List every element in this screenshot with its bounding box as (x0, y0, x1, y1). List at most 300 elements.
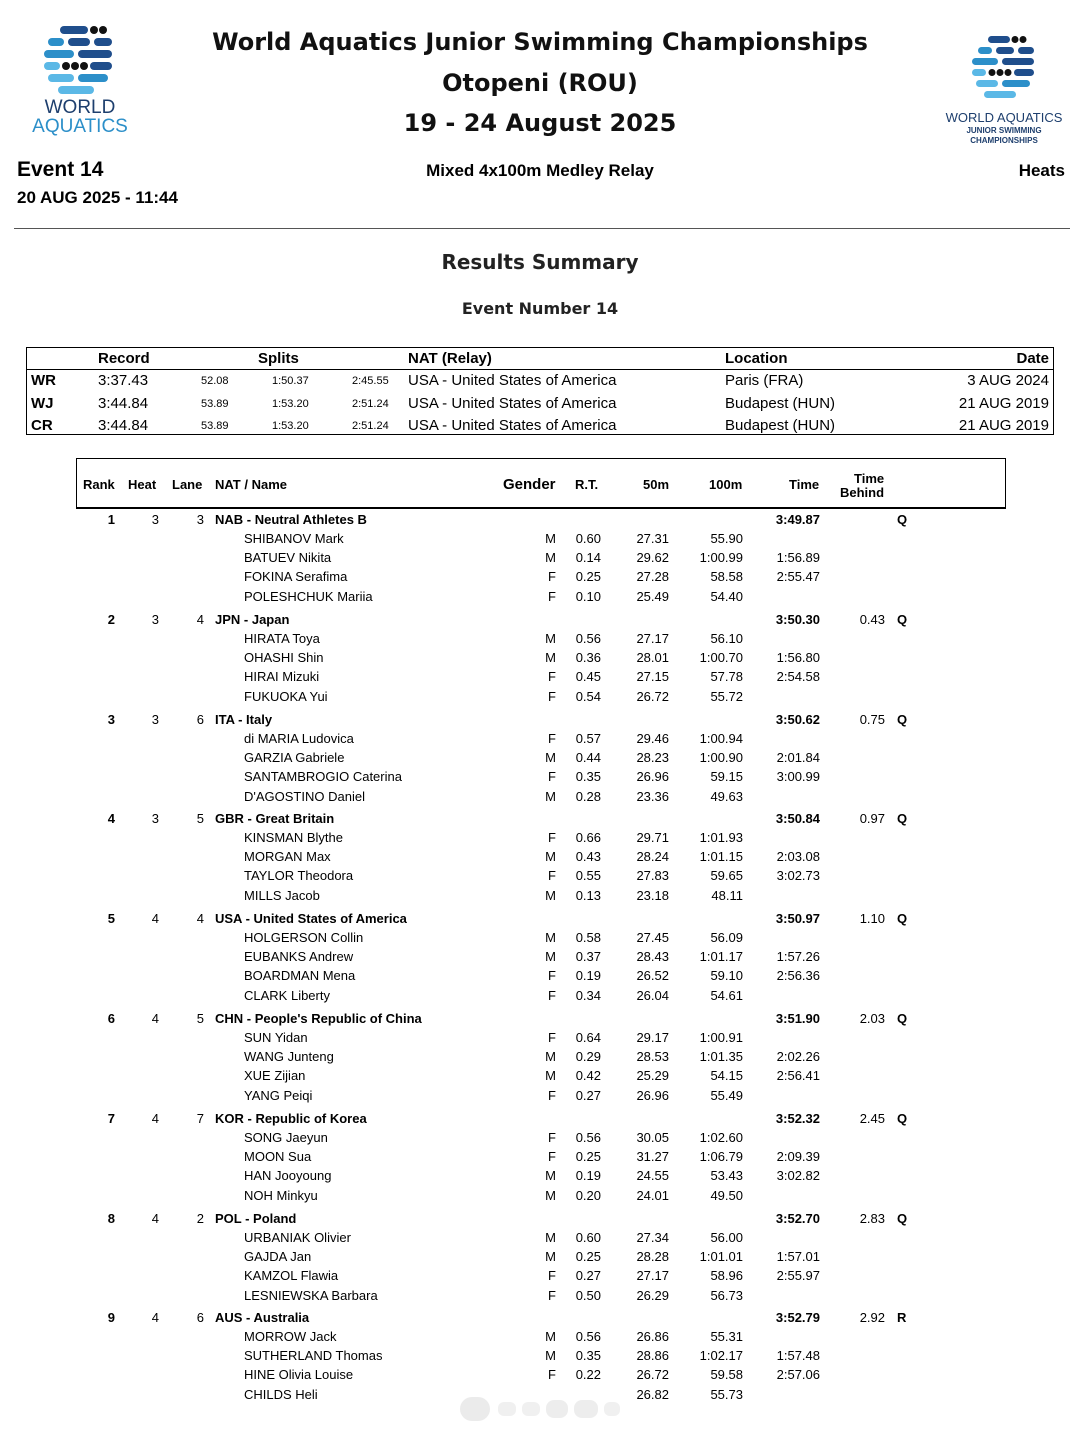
col-gender: Gender (503, 476, 556, 493)
swimmer-reaction-time: 0.25 (575, 1149, 601, 1164)
swimmer-name: XUE Zijian (244, 1068, 306, 1083)
swimmer-split-50m: 26.72 (636, 689, 669, 704)
swimmer-gender: M (545, 1168, 556, 1183)
swimmer-split-100m: 54.15 (710, 1068, 743, 1083)
swimmer-gender: M (545, 888, 556, 903)
record-location: Paris (FRA) (725, 372, 804, 389)
event-name: Mixed 4x100m Medley Relay (426, 161, 654, 180)
swimmer-split-50m: 25.49 (636, 589, 669, 604)
swimmer-split-100m: 57.78 (710, 669, 743, 684)
swimmer-gender: F (548, 968, 556, 983)
swimmer-reaction-time: 0.35 (575, 769, 601, 784)
swimmer-split-50m: 28.01 (636, 650, 669, 665)
team-name: CHN - People's Republic of China (215, 1011, 422, 1026)
record-date: 21 AUG 2019 (958, 417, 1049, 434)
swimmer-gender: M (545, 650, 556, 665)
record-split-2: 1:53.20 (272, 420, 309, 432)
swimmer-reaction-time: 0.13 (575, 888, 601, 903)
swimmer-split-100m: 1:00.70 (699, 650, 743, 665)
swimmer-name: SONG Jaeyun (244, 1130, 328, 1145)
team-heat: 3 (151, 512, 159, 527)
team-heat: 4 (151, 1111, 159, 1126)
logo-left-word2: AQUATICS (32, 116, 128, 137)
swimmer-gender: F (548, 569, 556, 584)
swimmer-reaction-time: 0.27 (575, 1268, 601, 1283)
swimmer-name: HINE Olivia Louise (244, 1367, 354, 1382)
swimmer-name: MOON Sua (244, 1149, 312, 1164)
swimmer-name: MORGAN Max (244, 849, 331, 864)
record-split-1: 53.89 (201, 420, 229, 432)
swimmer-name: HIRATA Toya (244, 631, 320, 646)
watermark-icon (458, 1394, 624, 1424)
swimmer-name: WANG Junteng (244, 1049, 334, 1064)
team-time-behind: 2.92 (859, 1310, 885, 1325)
record-split-3: 2:51.24 (352, 398, 389, 410)
team-heat: 3 (151, 712, 159, 727)
swimmer-split-50m: 27.17 (636, 631, 669, 646)
swimmer-reaction-time: 0.19 (575, 1168, 601, 1183)
swimmer-gender: M (545, 949, 556, 964)
swimmer-gender: F (548, 868, 556, 883)
swimmer-reaction-time: 0.57 (575, 731, 601, 746)
swimmer-name: CHILDS Heli (244, 1387, 318, 1402)
swimmer-gender: F (548, 669, 556, 684)
swimmer-cumulative-time: 2:03.08 (776, 849, 820, 864)
swimmer-split-100m: 58.58 (710, 569, 743, 584)
swimmer-split-50m: 28.28 (636, 1249, 669, 1264)
team-time-behind: 0.97 (859, 811, 885, 826)
swimmer-split-100m: 1:01.15 (699, 849, 743, 864)
swimmer-split-50m: 28.23 (636, 750, 669, 765)
team-qualification: Q (897, 1011, 908, 1026)
swimmer-reaction-time: 0.37 (575, 949, 601, 964)
swimmer-gender: F (548, 1367, 556, 1382)
swimmer-gender: M (545, 1068, 556, 1083)
swimmer-split-50m: 26.96 (636, 1088, 669, 1103)
logo-left-word: WORLD (44, 97, 116, 118)
record-split-2: 1:50.37 (272, 375, 309, 387)
swimmer-reaction-time: 0.60 (575, 1230, 601, 1245)
swimmer-split-50m: 27.34 (636, 1230, 669, 1245)
swimmer-split-50m: 24.01 (636, 1188, 669, 1203)
swimmer-reaction-time: 0.60 (575, 531, 601, 546)
col-time-behind-1: Time (854, 471, 885, 486)
swimmer-reaction-time: 0.14 (575, 550, 601, 565)
swimmer-split-50m: 29.62 (636, 550, 669, 565)
team-time-behind: 2.83 (859, 1211, 885, 1226)
swimmer-split-100m: 1:06.79 (699, 1149, 743, 1164)
swimmer-reaction-time: 0.42 (575, 1068, 601, 1083)
swimmer-split-50m: 27.17 (636, 1268, 669, 1283)
team-heat: 3 (151, 811, 159, 826)
record-code: WR (31, 372, 56, 389)
team-lane: 6 (196, 712, 204, 727)
team-qualification: Q (897, 1111, 908, 1126)
records-header-record: Record (98, 350, 150, 367)
swimmer-split-50m: 28.24 (636, 849, 669, 864)
logo-right-line3: CHAMPIONSHIPS (970, 136, 1038, 145)
col-rt: R.T. (575, 477, 599, 492)
swimmer-gender: F (548, 589, 556, 604)
swimmer-gender: M (545, 789, 556, 804)
team-time: 3:51.90 (775, 1011, 820, 1026)
swimmer-split-50m: 27.83 (636, 868, 669, 883)
swimmer-name: MORROW Jack (244, 1329, 337, 1344)
swimmer-name: BATUEV Nikita (244, 550, 332, 565)
swimmer-gender: M (545, 1348, 556, 1363)
swimmer-split-100m: 56.10 (710, 631, 743, 646)
col-rank: Rank (83, 477, 115, 492)
swimmer-split-50m: 26.82 (636, 1387, 669, 1402)
swimmer-split-100m: 49.63 (710, 789, 743, 804)
record-code: CR (31, 417, 53, 434)
swimmer-split-100m: 1:00.91 (699, 1030, 743, 1045)
swimmer-reaction-time: 0.20 (575, 1188, 601, 1203)
swimmer-reaction-time: 0.56 (575, 1329, 601, 1344)
swimmer-name: OHASHI Shin (244, 650, 324, 665)
swimmer-split-50m: 23.36 (636, 789, 669, 804)
team-time: 3:52.70 (775, 1211, 820, 1226)
team-name: KOR - Republic of Korea (215, 1111, 367, 1126)
col-name: NAT / Name (215, 477, 287, 492)
team-time-behind: 2.03 (859, 1011, 885, 1026)
swimmer-split-50m: 27.45 (636, 930, 669, 945)
swimmer-split-100m: 55.49 (710, 1088, 743, 1103)
team-time: 3:50.84 (775, 811, 820, 826)
team-time: 3:49.87 (775, 512, 820, 527)
swimmer-name: D'AGOSTINO Daniel (244, 789, 365, 804)
record-date: 21 AUG 2019 (958, 395, 1049, 412)
team-lane: 6 (196, 1310, 204, 1325)
swimmer-cumulative-time: 2:56.41 (776, 1068, 820, 1083)
swimmer-gender: F (548, 1088, 556, 1103)
swimmer-reaction-time: 0.44 (575, 750, 601, 765)
swimmer-name: FUKUOKA Yui (244, 689, 328, 704)
swimmer-split-100m: 59.10 (710, 968, 743, 983)
swimmer-name: SHIBANOV Mark (244, 531, 344, 546)
team-time: 3:50.62 (775, 712, 820, 727)
col-time-behind-2: Behind (840, 485, 885, 500)
record-split-3: 2:51.24 (352, 420, 389, 432)
team-time: 3:50.30 (775, 612, 820, 627)
record-split-1: 53.89 (201, 398, 229, 410)
swimmer-reaction-time: 0.34 (575, 988, 601, 1003)
swimmer-split-50m: 26.52 (636, 968, 669, 983)
swimmer-gender: F (548, 1030, 556, 1045)
team-name: POL - Poland (215, 1211, 297, 1226)
swimmer-split-100m: 1:00.90 (699, 750, 743, 765)
swimmer-reaction-time: 0.22 (575, 1367, 601, 1382)
col-50m: 50m (643, 477, 670, 492)
team-rank: 5 (107, 911, 115, 926)
event-number-title: Event Number 14 (461, 299, 619, 318)
swimmer-split-100m: 54.40 (710, 589, 743, 604)
swimmer-cumulative-time: 2:57.06 (776, 1367, 820, 1382)
swimmer-cumulative-time: 1:57.48 (776, 1348, 820, 1363)
swimmer-reaction-time: 0.54 (575, 689, 601, 704)
swimmer-split-50m: 26.86 (636, 1329, 669, 1344)
swimmer-gender: F (548, 1149, 556, 1164)
swimmer-name: MILLS Jacob (244, 888, 320, 903)
swimmer-split-50m: 29.71 (636, 830, 669, 845)
team-time-behind: 2.45 (859, 1111, 885, 1126)
swimmer-name: HIRAI Mizuki (244, 669, 320, 684)
record-nat: USA - United States of America (408, 372, 617, 389)
results-summary-title: Results Summary (441, 250, 639, 274)
record-location: Budapest (HUN) (725, 417, 836, 434)
swimmer-reaction-time: 0.66 (575, 830, 601, 845)
team-lane: 2 (196, 1211, 204, 1226)
swimmer-reaction-time: 0.28 (575, 789, 601, 804)
team-name: JPN - Japan (215, 612, 290, 627)
swimmer-split-50m: 27.15 (636, 669, 669, 684)
swimmer-gender: M (545, 1249, 556, 1264)
swimmer-split-100m: 55.31 (710, 1329, 743, 1344)
record-split-3: 2:45.55 (352, 375, 389, 387)
swimmer-name: NOH Minkyu (244, 1188, 318, 1203)
swimmer-gender: F (548, 830, 556, 845)
swimmer-split-100m: 59.58 (710, 1367, 743, 1382)
swimmer-name: HAN Jooyoung (244, 1168, 332, 1183)
swimmer-gender: M (545, 1329, 556, 1344)
venue-title: Otopeni (ROU) (442, 69, 638, 97)
records-header-nat: NAT (Relay) (408, 350, 492, 367)
event-label: Event 14 (17, 158, 104, 181)
swimmer-reaction-time: 0.27 (575, 1088, 601, 1103)
team-qualification: Q (897, 1211, 908, 1226)
swimmer-split-50m: 30.05 (636, 1130, 669, 1145)
swimmer-cumulative-time: 2:54.58 (776, 669, 820, 684)
swimmer-gender: M (545, 750, 556, 765)
swimmer-cumulative-time: 3:00.99 (776, 769, 820, 784)
team-lane: 4 (196, 911, 204, 926)
team-qualification: Q (897, 712, 908, 727)
team-time-behind: 0.75 (859, 712, 885, 727)
swimmer-reaction-time: 0.64 (575, 1030, 601, 1045)
swimmer-split-50m: 24.55 (636, 1168, 669, 1183)
swimmer-split-100m: 48.11 (711, 888, 743, 903)
swimmer-split-100m: 1:01.01 (699, 1249, 743, 1264)
swimmer-split-50m: 25.29 (636, 1068, 669, 1083)
team-time: 3:52.79 (775, 1310, 820, 1325)
swimmer-split-50m: 26.29 (636, 1288, 669, 1303)
team-heat: 4 (151, 1310, 159, 1325)
team-rank: 3 (107, 712, 115, 727)
swimmer-gender: M (545, 631, 556, 646)
swimmer-split-50m: 26.04 (636, 988, 669, 1003)
swimmer-reaction-time: 0.25 (575, 1249, 601, 1264)
swimmer-split-100m: 1:02.60 (699, 1130, 743, 1145)
swimmer-split-50m: 26.72 (636, 1367, 669, 1382)
col-time: Time (789, 477, 820, 492)
records-header-splits: Splits (258, 350, 299, 367)
swimmer-split-100m: 55.72 (710, 689, 743, 704)
team-name: USA - United States of America (215, 911, 407, 926)
swimmer-cumulative-time: 3:02.82 (776, 1168, 820, 1183)
record-location: Budapest (HUN) (725, 395, 836, 412)
event-datetime: 20 AUG 2025 - 11:44 (17, 188, 178, 207)
swimmer-name: URBANIAK Olivier (244, 1230, 351, 1245)
swimmer-reaction-time: 0.55 (575, 868, 601, 883)
swimmer-gender: M (545, 1188, 556, 1203)
swimmer-gender: M (545, 849, 556, 864)
team-name: ITA - Italy (215, 712, 273, 727)
swimmer-reaction-time: 0.56 (575, 1130, 601, 1145)
team-heat: 4 (151, 911, 159, 926)
swimmer-split-100m: 49.50 (710, 1188, 743, 1203)
swimmer-split-100m: 1:01.35 (699, 1049, 743, 1064)
swimmer-reaction-time: 0.19 (575, 968, 601, 983)
record-nat: USA - United States of America (408, 395, 617, 412)
record-date: 3 AUG 2024 (967, 372, 1049, 389)
team-heat: 4 (151, 1211, 159, 1226)
team-qualification: Q (897, 612, 908, 627)
swimmer-split-50m: 28.43 (636, 949, 669, 964)
swimmer-gender: F (548, 988, 556, 1003)
swimmer-split-100m: 53.43 (710, 1168, 743, 1183)
swimmer-split-50m: 31.27 (636, 1149, 669, 1164)
swimmer-reaction-time: 0.58 (575, 930, 601, 945)
col-lane: Lane (172, 477, 203, 492)
swimmer-reaction-time: 0.43 (575, 849, 601, 864)
swimmer-split-50m: 28.53 (636, 1049, 669, 1064)
swimmer-split-50m: 26.96 (636, 769, 669, 784)
team-rank: 4 (107, 811, 115, 826)
team-rank: 7 (107, 1111, 115, 1126)
swimmer-name: KAMZOL Flawia (244, 1268, 339, 1283)
swimmer-reaction-time: 0.50 (575, 1288, 601, 1303)
swimmer-name: SUTHERLAND Thomas (244, 1348, 383, 1363)
team-lane: 5 (196, 1011, 204, 1026)
swimmer-split-100m: 1:01.93 (699, 830, 743, 845)
swimmer-cumulative-time: 1:56.89 (776, 550, 820, 565)
team-heat: 3 (151, 612, 159, 627)
team-qualification: Q (897, 512, 908, 527)
swimmer-gender: F (548, 1288, 556, 1303)
swimmer-name: CLARK Liberty (244, 988, 330, 1003)
swimmer-gender: M (545, 1049, 556, 1064)
swimmer-split-100m: 54.61 (710, 988, 743, 1003)
record-time: 3:44.84 (98, 395, 149, 412)
team-qualification: R (897, 1310, 907, 1325)
swimmer-cumulative-time: 1:57.01 (776, 1249, 820, 1264)
team-time: 3:50.97 (775, 911, 820, 926)
team-name: AUS - Australia (215, 1310, 310, 1325)
championship-title: World Aquatics Junior Swimming Championships (212, 28, 868, 56)
swimmer-cumulative-time: 2:02.26 (776, 1049, 820, 1064)
swimmer-split-50m: 27.28 (636, 569, 669, 584)
swimmer-cumulative-time: 2:01.84 (776, 750, 820, 765)
swimmer-split-100m: 1:01.17 (699, 949, 743, 964)
record-split-2: 1:53.20 (272, 398, 309, 410)
swimmer-cumulative-time: 1:57.26 (776, 949, 820, 964)
swimmer-cumulative-time: 3:02.73 (776, 868, 820, 883)
swimmer-reaction-time: 0.25 (575, 569, 601, 584)
swimmer-gender: M (545, 531, 556, 546)
swimmer-name: di MARIA Ludovica (244, 731, 354, 746)
record-time: 3:44.84 (98, 417, 149, 434)
swimmer-split-100m: 59.15 (710, 769, 743, 784)
swimmer-name: YANG Peiqi (244, 1088, 313, 1103)
swimmer-name: BOARDMAN Mena (244, 968, 356, 983)
swimmer-reaction-time: 0.56 (575, 631, 601, 646)
logo-right-line1: WORLD AQUATICS (945, 110, 1063, 125)
record-split-1: 52.08 (201, 375, 229, 387)
swimmer-gender: F (548, 1268, 556, 1283)
team-lane: 5 (196, 811, 204, 826)
record-nat: USA - United States of America (408, 417, 617, 434)
team-rank: 9 (107, 1310, 115, 1325)
swimmer-split-100m: 59.65 (710, 868, 743, 883)
swimmer-split-100m: 56.73 (710, 1288, 743, 1303)
swimmer-cumulative-time: 1:56.80 (776, 650, 820, 665)
swimmer-cumulative-time: 2:55.97 (776, 1268, 820, 1283)
team-time-behind: 0.43 (859, 612, 885, 627)
swimmer-gender: F (548, 731, 556, 746)
swimmer-split-100m: 1:00.99 (699, 550, 743, 565)
dates-title: 19 - 24 August 2025 (403, 109, 677, 137)
swimmer-split-50m: 29.17 (636, 1030, 669, 1045)
col-100m: 100m (709, 477, 743, 492)
swimmer-split-100m: 55.90 (710, 531, 743, 546)
team-rank: 1 (107, 512, 115, 527)
record-code: WJ (31, 395, 54, 412)
swimmer-reaction-time: 0.45 (575, 669, 601, 684)
swimmer-cumulative-time: 2:56.36 (776, 968, 820, 983)
swimmer-split-50m: 29.46 (636, 731, 669, 746)
swimmer-gender: F (548, 689, 556, 704)
swimmer-gender: M (545, 550, 556, 565)
team-rank: 6 (107, 1011, 115, 1026)
event-phase: Heats (1018, 161, 1065, 180)
swimmer-name: LESNIEWSKA Barbara (244, 1288, 378, 1303)
swimmer-cumulative-time: 2:09.39 (776, 1149, 820, 1164)
team-heat: 4 (151, 1011, 159, 1026)
swimmer-name: SANTAMBROGIO Caterina (244, 769, 402, 784)
records-header-location: Location (725, 350, 788, 367)
swimmer-split-100m: 58.96 (710, 1268, 743, 1283)
swimmer-split-100m: 1:00.94 (699, 731, 743, 746)
team-qualification: Q (897, 911, 908, 926)
swimmer-name: POLESHCHUK Mariia (244, 589, 373, 604)
swimmer-cumulative-time: 2:55.47 (776, 569, 820, 584)
logo-right-line2: JUNIOR SWIMMING (966, 126, 1042, 135)
team-lane: 3 (196, 512, 204, 527)
swimmer-name: FOKINA Serafima (244, 569, 348, 584)
swimmer-name: GARZIA Gabriele (244, 750, 345, 765)
swimmer-reaction-time: 0.29 (575, 1049, 601, 1064)
swimmer-split-50m: 27.31 (636, 531, 669, 546)
record-time: 3:37.43 (98, 372, 149, 389)
team-lane: 7 (196, 1111, 204, 1126)
swimmer-split-100m: 55.73 (710, 1387, 743, 1402)
swimmer-name: SUN Yidan (244, 1030, 308, 1045)
swimmer-gender: F (548, 1130, 556, 1145)
records-header-date: Date (1016, 350, 1049, 367)
team-rank: 2 (107, 612, 115, 627)
swimmer-reaction-time: 0.35 (575, 1348, 601, 1363)
team-time-behind: 1.10 (859, 911, 885, 926)
swimmer-split-50m: 28.86 (636, 1348, 669, 1363)
swimmer-reaction-time: 0.10 (575, 589, 601, 604)
swimmer-gender: F (548, 769, 556, 784)
swimmer-split-100m: 1:02.17 (699, 1348, 743, 1363)
swimmer-gender: M (545, 930, 556, 945)
team-qualification: Q (897, 811, 908, 826)
swimmer-name: KINSMAN Blythe (244, 830, 343, 845)
swimmer-split-100m: 56.00 (710, 1230, 743, 1245)
swimmer-name: EUBANKS Andrew (244, 949, 354, 964)
